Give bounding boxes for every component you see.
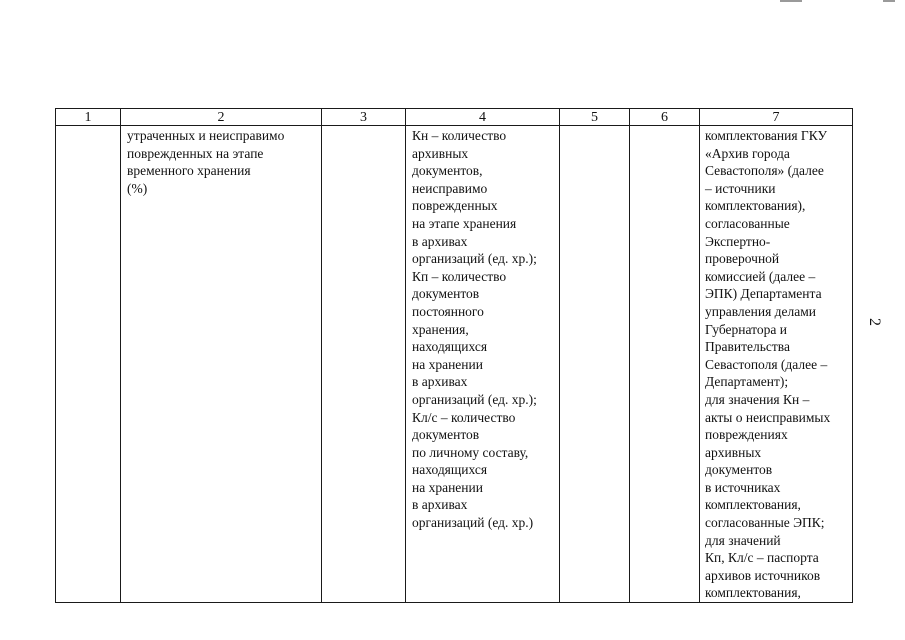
text-line: утраченных и неисправимо [127, 128, 285, 143]
text-line: проверочной [705, 251, 780, 267]
cell-col4 [406, 126, 560, 603]
table-header-row [56, 109, 853, 126]
text-line: в архивах [412, 374, 468, 390]
text-line: временного хранения [127, 163, 251, 179]
column-header-2: 2 [121, 109, 322, 126]
column-header-7: 7 [700, 109, 853, 126]
text-line: архивов источников [705, 567, 821, 583]
text-line: постоянного [412, 303, 484, 319]
column-header-4: 4 [406, 109, 560, 126]
text-line: находящихся [412, 339, 488, 355]
text-line: организаций (ед. хр.); [412, 251, 537, 267]
column-header-6: 6 [630, 109, 700, 126]
scan-artifact-mark [780, 0, 802, 2]
page-number: 2 [866, 318, 883, 326]
text-line: Севастополя» (далее [705, 163, 824, 179]
text-line: на хранении [412, 479, 483, 495]
text-line: Кл/с – количество [412, 409, 516, 425]
text-line: Кп, Кл/с – паспорта [705, 550, 819, 566]
column-header-1: 1 [56, 109, 121, 126]
document-table [55, 108, 853, 603]
cell-col3 [322, 126, 406, 603]
text-line: поврежденных [412, 198, 498, 214]
text-line: для значений [705, 532, 781, 548]
text-line: неисправимо [412, 180, 488, 196]
text-line: Кн – количество [412, 128, 507, 143]
text-line: хранения, [412, 321, 469, 337]
text-line: на этапе хранения [412, 215, 517, 231]
text-line: акты о неисправимых [705, 409, 831, 425]
text-line: Кп – количество [412, 268, 507, 284]
text-line: управления делами [705, 303, 817, 319]
text-line: в архивах [412, 233, 468, 249]
text-line: Департамент); [705, 374, 789, 390]
text-line: комплектования, [705, 585, 801, 601]
text-line: Губернатора и [705, 321, 787, 337]
cell-col5 [560, 126, 630, 603]
text-line: документов [412, 427, 480, 443]
text-line: документов, [412, 163, 483, 179]
text-line: архивных [412, 145, 469, 161]
column-header-5: 5 [560, 109, 630, 126]
cell-col7 [700, 126, 853, 603]
text-line: в архивах [412, 497, 468, 513]
text-line: по личному составу, [412, 444, 529, 460]
text-line: комплектования), [705, 198, 806, 214]
text-line: – источники [705, 180, 776, 196]
column-header-3: 3 [322, 109, 406, 126]
text-line: согласованные [705, 215, 790, 231]
scan-artifact-mark [883, 0, 895, 2]
text-line: комплектования ГКУ [705, 128, 828, 143]
text-line: поврежденных на этапе [127, 145, 264, 161]
text-line: Правительства [705, 339, 790, 355]
text-line: ЭПК) Департамента [705, 286, 822, 302]
text-line: Экспертно- [705, 233, 771, 249]
text-line: архивных [705, 444, 762, 460]
cell-col6 [630, 126, 700, 603]
text-line: (%) [127, 180, 148, 196]
text-line: документов [412, 286, 480, 302]
text-line: организаций (ед. хр.) [412, 515, 534, 531]
text-line: Севастополя (далее – [705, 356, 828, 372]
text-line: находящихся [412, 462, 488, 478]
table-row [56, 126, 853, 603]
text-line: комиссией (далее – [705, 268, 816, 284]
text-line: согласованные ЭПК; [705, 515, 825, 531]
text-line: в источниках [705, 479, 781, 495]
text-line: повреждениях [705, 427, 788, 443]
text-line: для значения Кн – [705, 391, 810, 407]
text-line: «Архив города [705, 145, 790, 161]
cell-col2 [121, 126, 322, 603]
text-line: организаций (ед. хр.); [412, 391, 537, 407]
text-line: комплектования, [705, 497, 801, 513]
text-line: документов [705, 462, 773, 478]
text-line: на хранении [412, 356, 483, 372]
cell-col1 [56, 126, 121, 603]
